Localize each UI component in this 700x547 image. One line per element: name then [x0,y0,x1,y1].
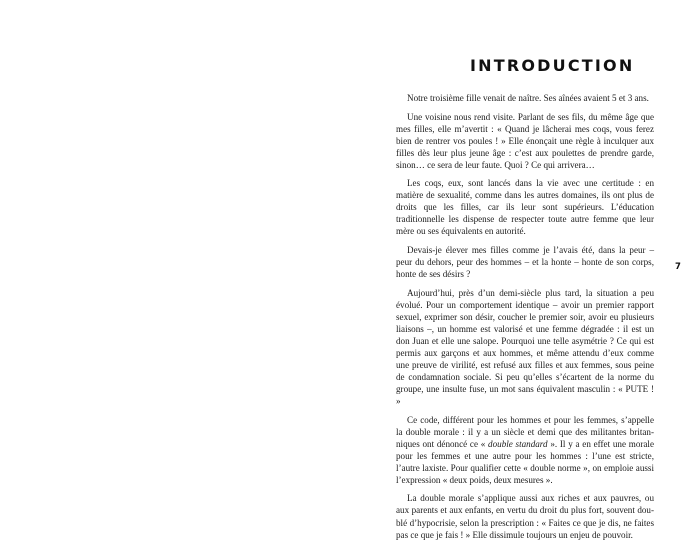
paragraph-6 [396,414,654,486]
paragraph-1: Notre troisième fille venait de naître. Ses aînées avaient 5 et 3 ans. [407,93,649,103]
paragraph-3: Les coqs, eux, sont lancés dans la vie avec une certitude : en matière de sexualité, comme dans les autres domaines, ils ont plus de droits que les filles, car ils leur sont supérieurs. L’éducation traditionnelle les dispense de respecter toute autre femme que leur mère ou ses équivalents en autorité. [396,178,654,237]
left-page-blank [0,0,350,537]
chapter-title: INTRODUCTION [470,56,635,75]
paragraph-5: Aujourd’hui, près d’un demi-siècle plus tard, la situation a peu évolué. Pour un comportement identique – avoir un premier rapport sexuel, exprimer son désir, coucher le premier soir, avoir eu plusieurs liaisons –, un homme est valorisé et une femme dégradée : il est un don Juan et elle une salope. Pourquoi une telle asymétrie ? Ce qui est permis aux garçons et aux hommes, et même attendu d’eux comme une preuve de virilité, est refusé aux filles et aux femmes, sous peine de condamnation sociale. Si peu qu’elles s’écartent de la norme du groupe, une insulte fuse, un mot sans équivalent masculin : « PUTE ! » [396,287,654,407]
paragraph-2: Une voisine nous rend visite. Parlant de ses fils, du même âge que mes filles, elle m’avertit : « Quand je lâcherai mes coqs, vous ferez bien de rentrer vos poules ! » Elle énonçait une règle à inculquer aux filles dès leur plus jeune âge : c’est aux poulettes de prendre garde, sinon… ce sera de leur faute. Quoi ? Ce qui arrivera… [396,111,654,170]
paragraph-7: La double morale s’applique aussi aux riches et aux pauvres, ou aux parents et aux enfants, en vertu du droit du plus fort, souvent doublé d’hypocrisie, selon la prescription : « Faites ce que je dis, ne faites pas ce que je fais ! » Elle dissimule toujours un enjeu de pouvoir. [396,493,654,540]
page-number: 7 [675,262,681,272]
body-text [396,92,654,547]
paragraph-6-before: Ce code, différent pour les hommes et pour les femmes, s’appelle la double morale : il y a un siècle et demi que des militantes britanniques ont dénoncé ce « [396,414,654,449]
paragraph-6-emphasis: double standard [488,438,548,449]
paragraph-4: Devais-je élever mes filles comme je l’avais été, dans la peur – peur du dehors, peur des hommes – et la honte – honte de son corps, honte de ses désirs ? [396,245,654,280]
paragraph-6-after: ». Il y a en effet une morale pour les femmes et une autre pour les hommes : l’une est stricte, l’autre laxiste. Pour qualifier cette « double norme », on emploie aussi l’expression « deux poids, deux mesures ». [396,438,654,485]
